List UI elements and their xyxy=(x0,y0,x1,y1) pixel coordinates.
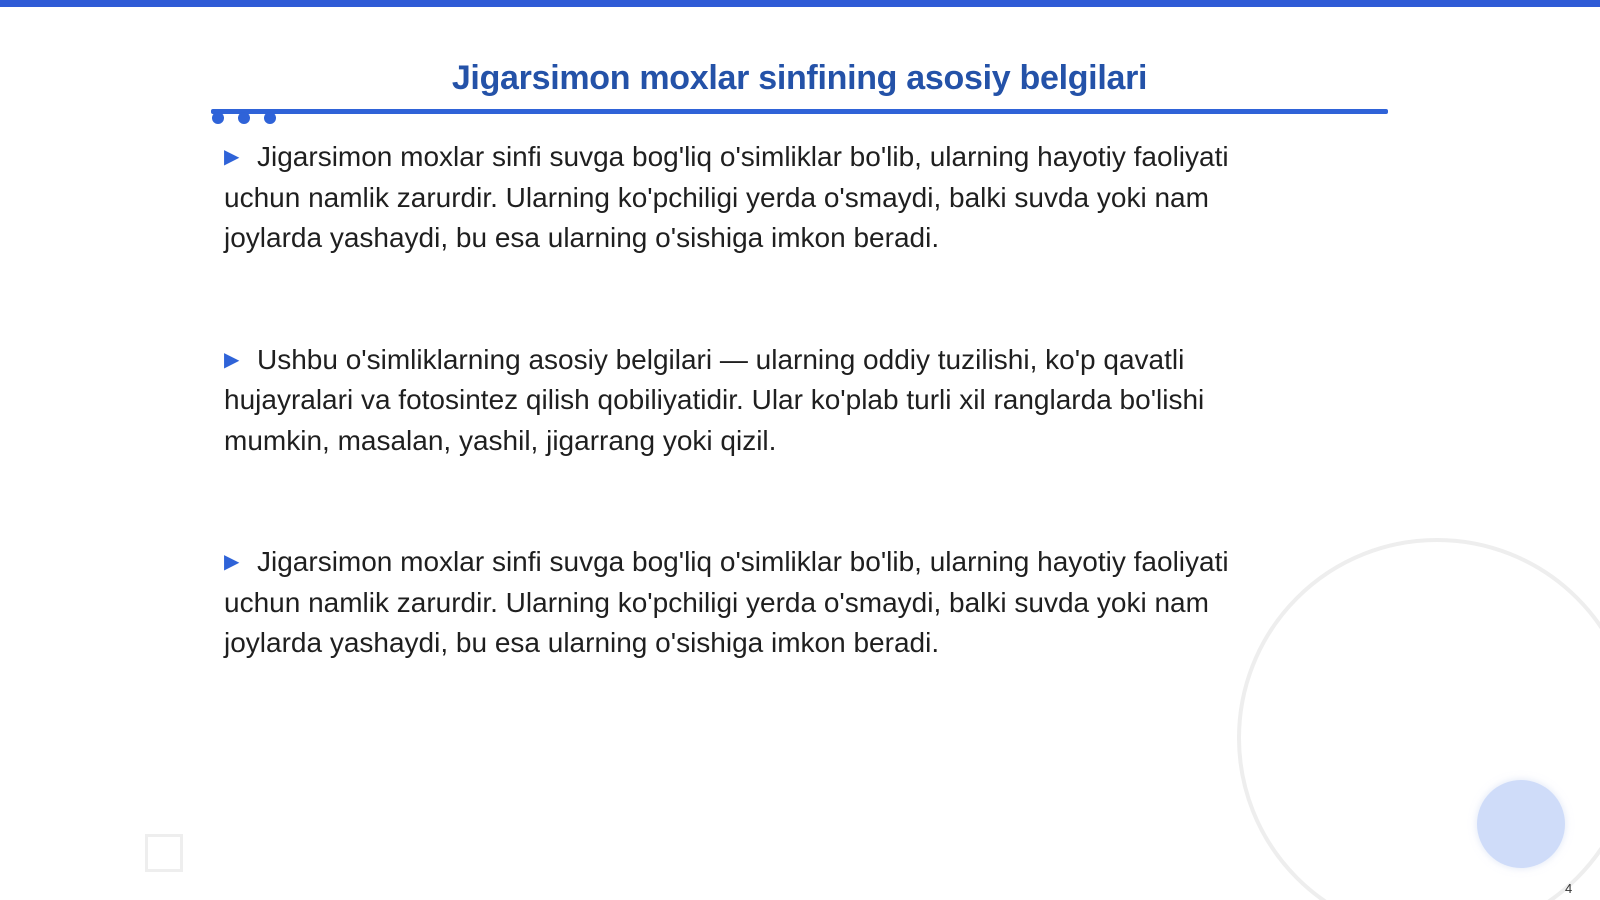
paragraph-line: Jigarsimon moxlar sinfi suvga bog'liq o'simliklar bo'lib, ularning hayotiy faoliyati xyxy=(257,141,1229,172)
paragraph-line: uchun namlik zarurdir. Ularning ko'pchiligi yerda o'smaydi, balki suvda yoki nam xyxy=(224,586,1209,618)
bullet-paragraph-2 xyxy=(224,340,1334,462)
triangle-right-icon: ▶ xyxy=(224,551,240,573)
accent-dot xyxy=(264,112,276,124)
paragraph-line: joylarda yashaydi, bu esa ularning o'sishiga imkon beradi. xyxy=(224,222,940,253)
triangle-right-icon: ▶ xyxy=(224,146,240,168)
circle-decoration xyxy=(1477,780,1565,868)
triangle-right-icon: ▶ xyxy=(224,348,240,371)
paragraph-line: hujayralari va fotosintez qilish qobiliyatidir. Ular ko'plab turli xil ranglarda bo'lishi xyxy=(224,384,1205,415)
paragraph-line: uchun namlik zarurdir. Ularning ko'pchiligi yerda o'smaydi, balki suvda yoki nam xyxy=(224,181,1209,213)
top-accent-bar xyxy=(0,0,1600,7)
slide-title: Jigarsimon moxlar sinfining asosiy belgilari xyxy=(451,59,1148,97)
square-decoration xyxy=(145,834,183,872)
title-underline xyxy=(211,109,1388,114)
bullet-paragraph-3 xyxy=(224,542,1334,664)
accent-dot xyxy=(238,112,250,124)
accent-dot xyxy=(212,112,224,124)
slide-body xyxy=(224,137,1334,745)
page-number: 4 xyxy=(1565,881,1573,896)
paragraph-line: Jigarsimon moxlar sinfi suvga bog'liq o'simliklar bo'lib, ularning hayotiy faoliyati xyxy=(257,546,1229,577)
bullet-paragraph-1 xyxy=(224,137,1334,259)
paragraph-line: Ushbu o'simliklarning asosiy belgilari — ularning oddiy tuzilishi, ko'p qavatli xyxy=(257,343,1185,375)
paragraph-line: mumkin, masalan, yashil, jigarrang yoki qizil. xyxy=(224,424,777,456)
paragraph-line: joylarda yashaydi, bu esa ularning o'sishiga imkon beradi. xyxy=(224,627,940,658)
